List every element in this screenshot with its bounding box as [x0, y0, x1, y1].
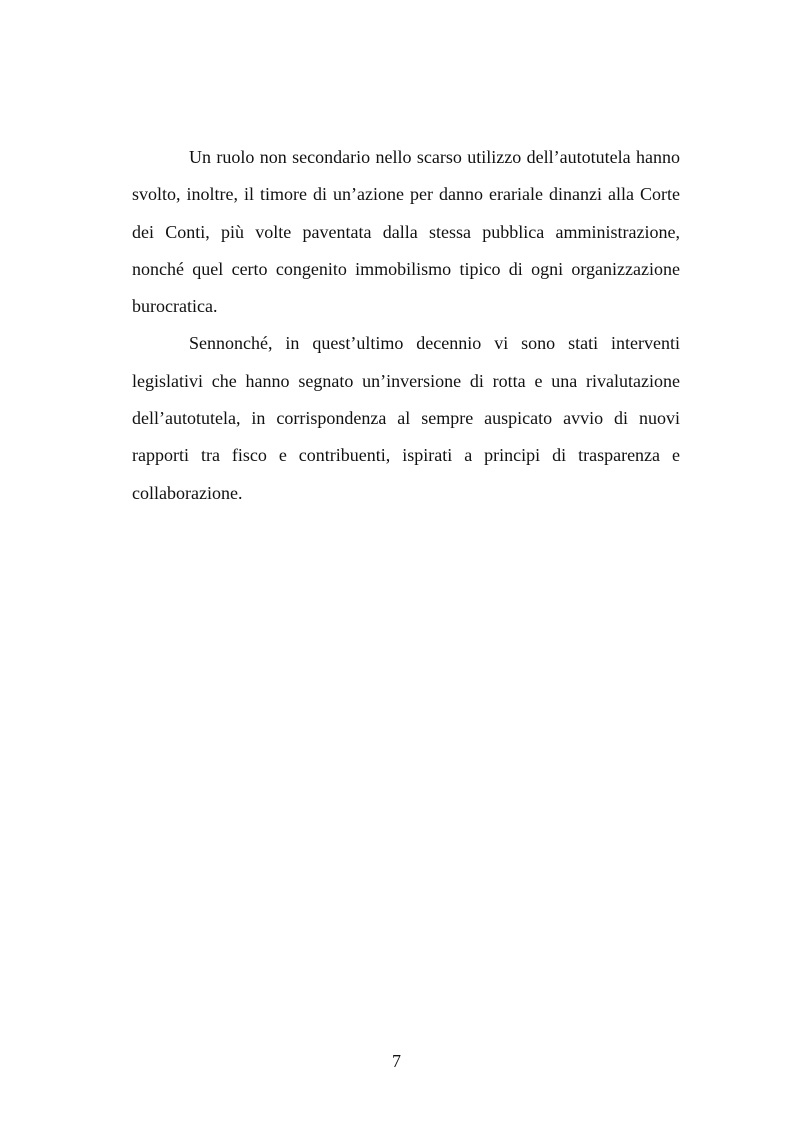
paragraph-legislative-change: Sennonché, in quest’ultimo decennio vi sono stati interventi legislativi che hanno segnato un’inversione di rotta e una rivalutazione dell’autotutela, in corrispondenza al sempre auspicato avvio di nuovi rapporti tra fisco e contribuenti, ispirati a principi di trasparenza e collaborazione.: [132, 333, 680, 503]
document-body: [132, 139, 680, 512]
page-number: 7: [392, 1051, 401, 1071]
paragraph-autotutela-disuse: Un ruolo non secondario nello scarso utilizzo dell’autotutela hanno svolto, inoltre, il timore di un’azione per danno erariale dinanzi alla Corte dei Conti, più volte paventata dalla stessa pubblica amministrazione, nonché quel certo congenito immobilismo tipico di ogni organizzazione burocratica.: [132, 147, 680, 317]
